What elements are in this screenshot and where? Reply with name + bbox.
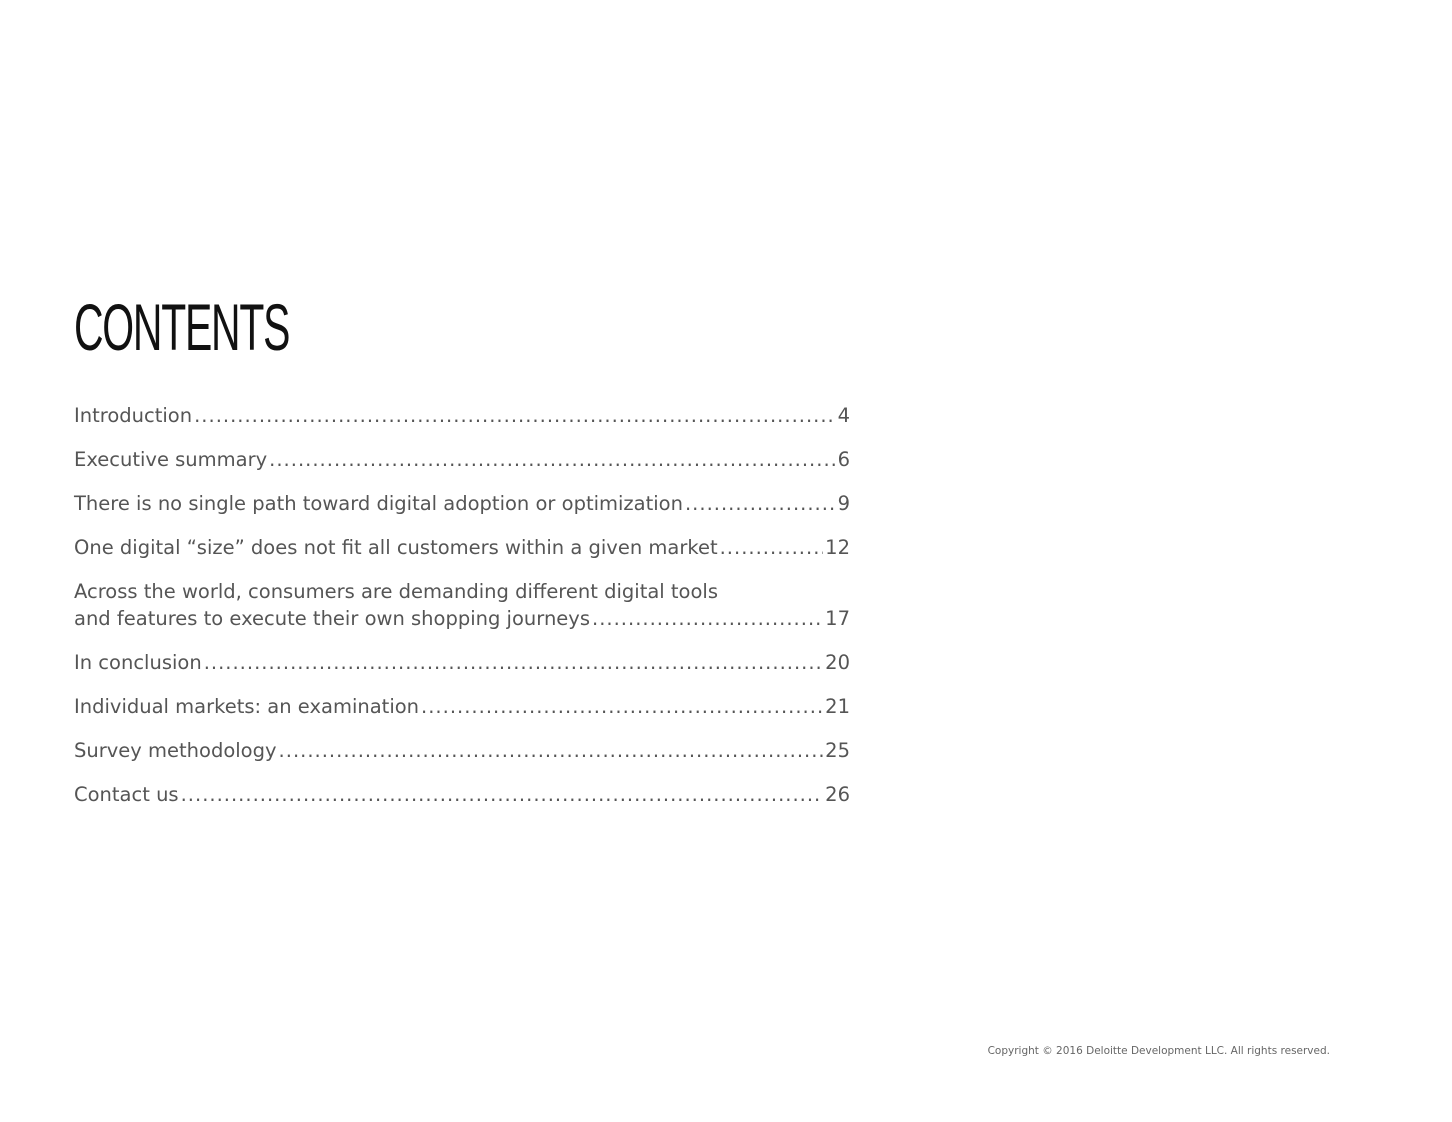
toc-dot-leader: [592, 605, 823, 632]
toc-entry-introduction[interactable]: [74, 402, 850, 429]
toc-entry-title: Executive summary: [74, 448, 268, 471]
page-title: CONTENTS: [74, 290, 290, 364]
toc-dot-leader: [279, 737, 824, 764]
toc-page-number: 20: [825, 651, 850, 674]
toc-dot-leader: [181, 781, 824, 808]
table-of-contents: [74, 402, 850, 825]
toc-page-number: 6: [837, 448, 850, 471]
toc-entry-title: In conclusion: [74, 651, 202, 674]
toc-entry-title: There is no single path toward digital adoption or optimization: [74, 492, 683, 515]
toc-entry-survey-methodology[interactable]: [74, 737, 850, 764]
toc-entry-in-conclusion[interactable]: [74, 649, 850, 676]
toc-entry-title: Introduction: [74, 404, 193, 427]
toc-page-number: 4: [837, 404, 850, 427]
toc-dot-leader: [204, 649, 823, 676]
toc-entry-title-line1: Across the world, consumers are demanding different digital tools: [74, 580, 718, 603]
toc-dot-leader: [269, 446, 835, 473]
toc-entry-title: Survey methodology: [74, 739, 277, 762]
toc-entry-title: One digital “size” does not fit all customers within a given market: [74, 536, 718, 559]
toc-page-number: 17: [825, 607, 850, 630]
toc-dot-leader: [194, 402, 835, 429]
toc-page-number: 12: [825, 536, 850, 559]
copyright-notice: Copyright © 2016 Deloitte Development LLC. All rights reserved.: [987, 1045, 1330, 1057]
toc-entry-title: and features to execute their own shopping journeys: [74, 607, 590, 630]
toc-entry-title: Contact us: [74, 783, 179, 806]
toc-dot-leader: [720, 534, 824, 561]
toc-entry-executive-summary[interactable]: [74, 446, 850, 473]
toc-entry-across-the-world[interactable]: [74, 578, 850, 632]
toc-page-number: 25: [825, 739, 850, 762]
toc-entry-title: Individual markets: an examination: [74, 695, 420, 718]
toc-entry-individual-markets[interactable]: [74, 693, 850, 720]
toc-page-number: 21: [825, 695, 850, 718]
toc-page-number: 26: [825, 783, 850, 806]
toc-entry-no-single-path[interactable]: [74, 490, 850, 517]
toc-dot-leader: [421, 693, 823, 720]
toc-entry-one-digital-size[interactable]: [74, 534, 850, 561]
toc-entry-contact-us[interactable]: [74, 781, 850, 808]
toc-dot-leader: [685, 490, 836, 517]
toc-page-number: 9: [837, 492, 850, 515]
